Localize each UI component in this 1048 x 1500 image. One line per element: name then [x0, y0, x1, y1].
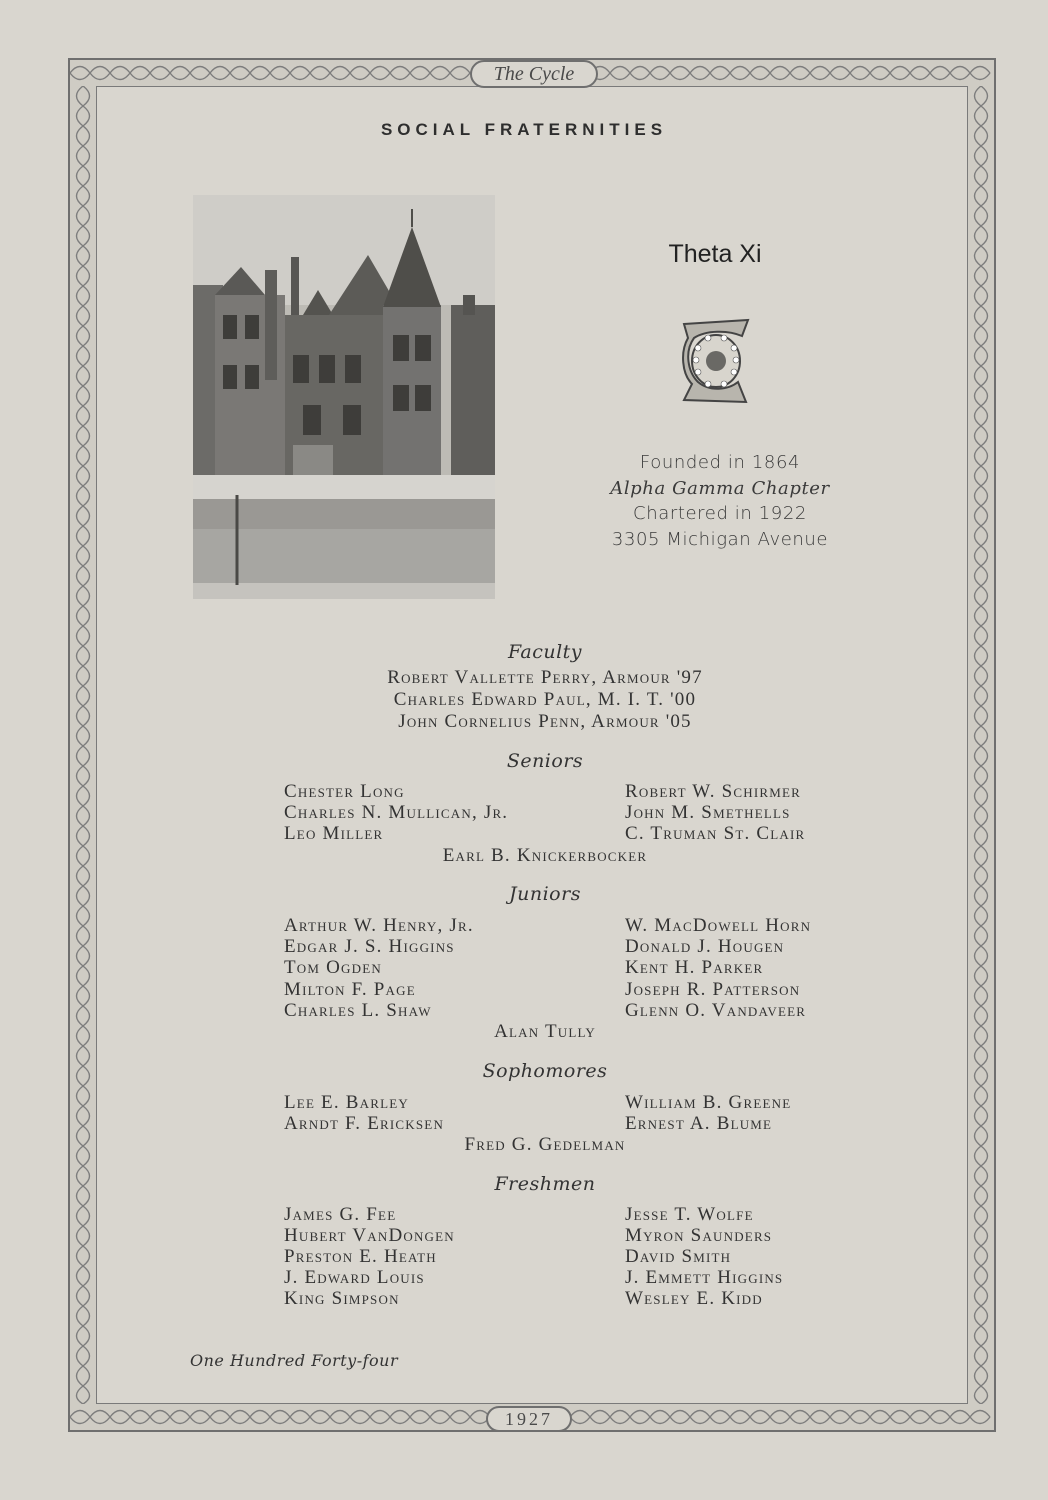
chartered-line: Chartered in 1922 [633, 503, 807, 524]
sophomores-heading: Sophomores [482, 1060, 608, 1082]
junior-name: W. MacDowell Horn [625, 915, 812, 936]
page-header: SOCIAL FRATERNITIES [380, 120, 668, 139]
sophomore-name: William B. Greene [625, 1092, 792, 1113]
senior-name: Earl B. Knickerbocker [442, 845, 648, 866]
freshman-name: David Smith [625, 1246, 732, 1267]
junior-name: Glenn O. Vandaveer [625, 1000, 807, 1021]
senior-name: Robert W. Schirmer [625, 781, 801, 802]
faculty-member: John Cornelius Penn, Armour '05 [398, 711, 692, 732]
freshman-name: Hubert VanDongen [284, 1225, 455, 1246]
junior-name: Arthur W. Henry, Jr. [284, 915, 474, 936]
page-number: One Hundred Forty-four [190, 1351, 399, 1370]
juniors-heading: Juniors [509, 883, 581, 905]
freshman-name: James G. Fee [284, 1204, 397, 1225]
junior-name: Edgar J. S. Higgins [284, 936, 455, 957]
faculty-member: Charles Edward Paul, M. I. T. '00 [393, 689, 697, 710]
faculty-heading: Faculty [507, 641, 583, 663]
senior-name: C. Truman St. Clair [625, 823, 806, 844]
junior-name: Joseph R. Patterson [625, 979, 801, 1000]
sophomore-name: Lee E. Barley [284, 1092, 409, 1113]
junior-name: Milton F. Page [284, 979, 416, 1000]
sophomore-name: Arndt F. Ericksen [284, 1113, 445, 1134]
border-band-left [70, 86, 96, 1404]
senior-name: John M. Smethells [625, 802, 791, 823]
founding-info [560, 450, 880, 552]
senior-name: Chester Long [284, 781, 405, 802]
freshman-name: J. Emmett Higgins [625, 1267, 784, 1288]
chapter-line: Alpha Gamma Chapter [610, 477, 830, 499]
senior-name: Leo Miller [284, 823, 384, 844]
seniors-heading: Seniors [506, 750, 584, 772]
freshman-name: King Simpson [284, 1288, 400, 1309]
junior-name: Donald J. Hougen [625, 936, 785, 957]
address-line: 3305 Michigan Avenue [611, 528, 829, 550]
border-title-cartouche: The Cycle [470, 60, 598, 88]
freshmen-heading: Freshmen [494, 1173, 596, 1195]
junior-name: Tom Ogden [284, 957, 382, 978]
fraternity-house-photo [193, 195, 495, 599]
freshman-name: Wesley E. Kidd [625, 1288, 763, 1309]
junior-name: Charles L. Shaw [284, 1000, 432, 1021]
senior-name: Charles N. Mullican, Jr. [284, 802, 509, 823]
border-year-cartouche: 1927 [486, 1406, 572, 1432]
junior-name: Kent H. Parker [625, 957, 764, 978]
freshman-name: Myron Saunders [625, 1225, 773, 1246]
faculty-member: Robert Vallette Perry, Armour '97 [387, 667, 703, 688]
border-band-right [968, 86, 994, 1404]
junior-name: Alan Tully [494, 1021, 596, 1042]
sophomore-name: Ernest A. Blume [625, 1113, 773, 1134]
freshman-name: J. Edward Louis [284, 1267, 425, 1288]
founded-line: Founded in 1864 [639, 452, 801, 473]
fraternity-name: Theta Xi [668, 240, 762, 268]
freshman-name: Jesse T. Wolfe [625, 1204, 754, 1225]
fraternity-crest-icon [676, 316, 756, 406]
sophomore-name: Fred G. Gedelman [464, 1134, 626, 1155]
freshman-name: Preston E. Heath [284, 1246, 437, 1267]
